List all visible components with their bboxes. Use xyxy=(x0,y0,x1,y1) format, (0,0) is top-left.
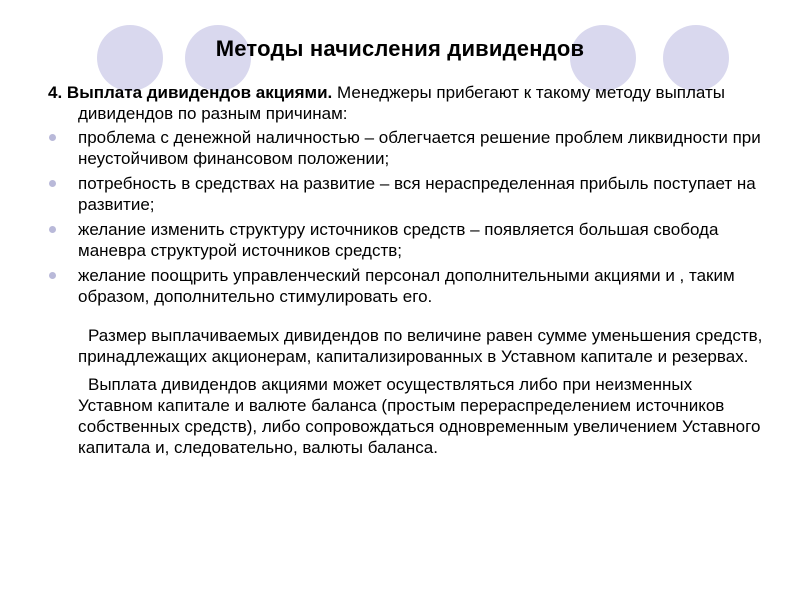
list-item-text: потребность в средствах на развитие – вся нераспределенная прибыль поступает на развитие; xyxy=(78,174,756,214)
reasons-list xyxy=(48,127,768,307)
intro-heading: Выплата дивидендов акциями. xyxy=(66,83,333,102)
intro-number: 4. xyxy=(48,83,63,102)
bullet-icon xyxy=(49,134,56,141)
slide-title: Методы начисления дивидендов xyxy=(215,36,585,61)
list-item xyxy=(48,265,768,307)
list-item xyxy=(48,219,768,261)
bullet-icon xyxy=(49,226,56,233)
intro-text: Менеджеры прибегают к такому методу выплаты дивидендов по разным причинам: xyxy=(78,83,726,123)
bullet-icon xyxy=(49,180,56,187)
list-item xyxy=(48,173,768,215)
intro-paragraph xyxy=(48,82,768,124)
list-item-text: желание изменить структуру источников средств – появляется большая свобода маневра структурой источников средств; xyxy=(78,220,719,260)
dividend-size-paragraph: Размер выплачиваемых дивидендов по величине равен сумме уменьшения средств, принадлежащих акционерам, капитализированных в Уставном капитале и резервах. xyxy=(78,326,763,366)
list-item-text: проблема с денежной наличностью – облегчается решение проблем ликвидности при неустойчивом финансовом положении; xyxy=(78,128,761,168)
list-item xyxy=(48,127,768,169)
bullet-icon xyxy=(49,272,56,279)
list-item-text: желание поощрить управленческий персонал дополнительными акциями и , таким образом, дополнительно стимулировать его. xyxy=(78,266,735,306)
dividend-payment-paragraph: Выплата дивидендов акциями может осуществляться либо при неизменных Уставном капитале и валюте баланса (простым перераспределением источников собственных средств), либо сопровождаться одновременным увеличением Уставного капитала и, следовательно, валюты баланса. xyxy=(78,375,761,457)
slide-body xyxy=(48,82,768,458)
